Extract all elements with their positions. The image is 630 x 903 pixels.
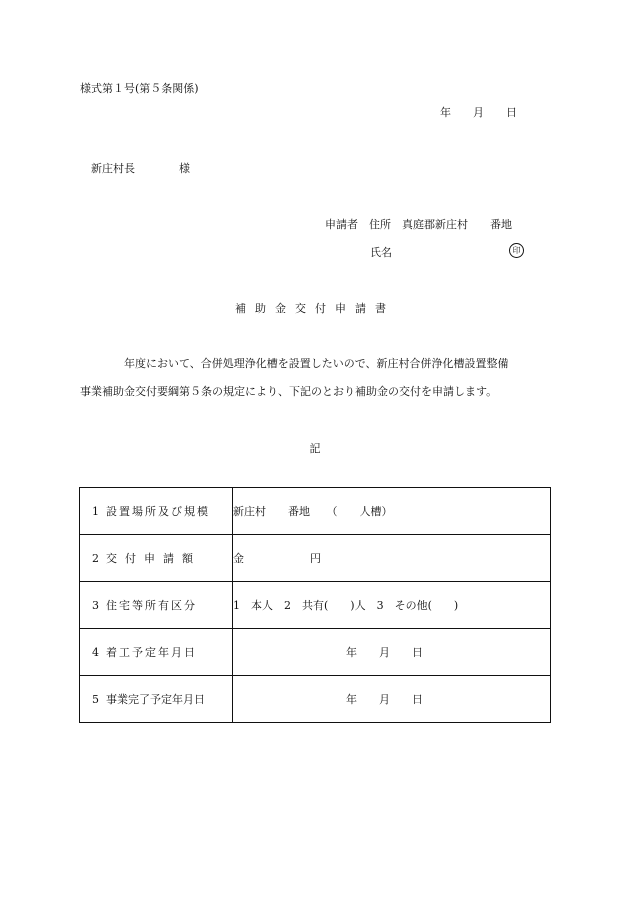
label-cell bbox=[80, 488, 233, 535]
applicant-name-label: 氏名 bbox=[370, 246, 392, 259]
row-label: 住宅等所有区分 bbox=[106, 599, 197, 612]
applicant-address: 申請者 住所 真庭郡新庄村 番地 bbox=[325, 218, 512, 231]
row-label: 設置場所及び規模 bbox=[106, 505, 210, 518]
body-text-line-2: 事業補助金交付要綱第５条の規定により、下記のとおり補助金の交付を申請します。 bbox=[80, 385, 498, 398]
application-items-table bbox=[79, 487, 551, 723]
label-cell bbox=[80, 535, 233, 582]
document-title: 補助金交付申請書 bbox=[235, 302, 395, 315]
ki-heading: 記 bbox=[309, 442, 321, 455]
value-cell: 年 月 日 bbox=[233, 629, 551, 676]
date-line: 年 月 日 bbox=[440, 106, 517, 119]
addressee: 新庄村長 様 bbox=[91, 162, 190, 175]
table-row bbox=[80, 535, 551, 582]
value-cell: 金 円 bbox=[233, 535, 551, 582]
row-label: 着工予定年月日 bbox=[106, 646, 197, 659]
row-number: 2 bbox=[92, 552, 99, 565]
form-number-label: 様式第１号(第５条関係) bbox=[80, 82, 199, 95]
row-number: 4 bbox=[92, 646, 99, 659]
value-cell: 年 月 日 bbox=[233, 676, 551, 723]
row-label: 交付申請額 bbox=[106, 552, 201, 565]
table-row bbox=[80, 488, 551, 535]
row-number: 3 bbox=[92, 599, 99, 612]
value-cell: 新庄村 番地 （ 人槽） bbox=[233, 488, 551, 535]
row-label: 事業完了予定年月日 bbox=[106, 693, 205, 706]
label-cell bbox=[80, 629, 233, 676]
seal-mark: 印 bbox=[509, 243, 524, 258]
body-text-line-1: 年度において、合併処理浄化槽を設置したいので、新庄村合併浄化槽設置整備 bbox=[124, 357, 509, 370]
table-row bbox=[80, 629, 551, 676]
row-number: 5 bbox=[92, 693, 99, 706]
table-row bbox=[80, 582, 551, 629]
label-cell bbox=[80, 582, 233, 629]
label-cell bbox=[80, 676, 233, 723]
table-row bbox=[80, 676, 551, 723]
value-cell: 1 本人 2 共有( )人 3 その他( ) bbox=[233, 582, 551, 629]
row-number: 1 bbox=[92, 505, 99, 518]
